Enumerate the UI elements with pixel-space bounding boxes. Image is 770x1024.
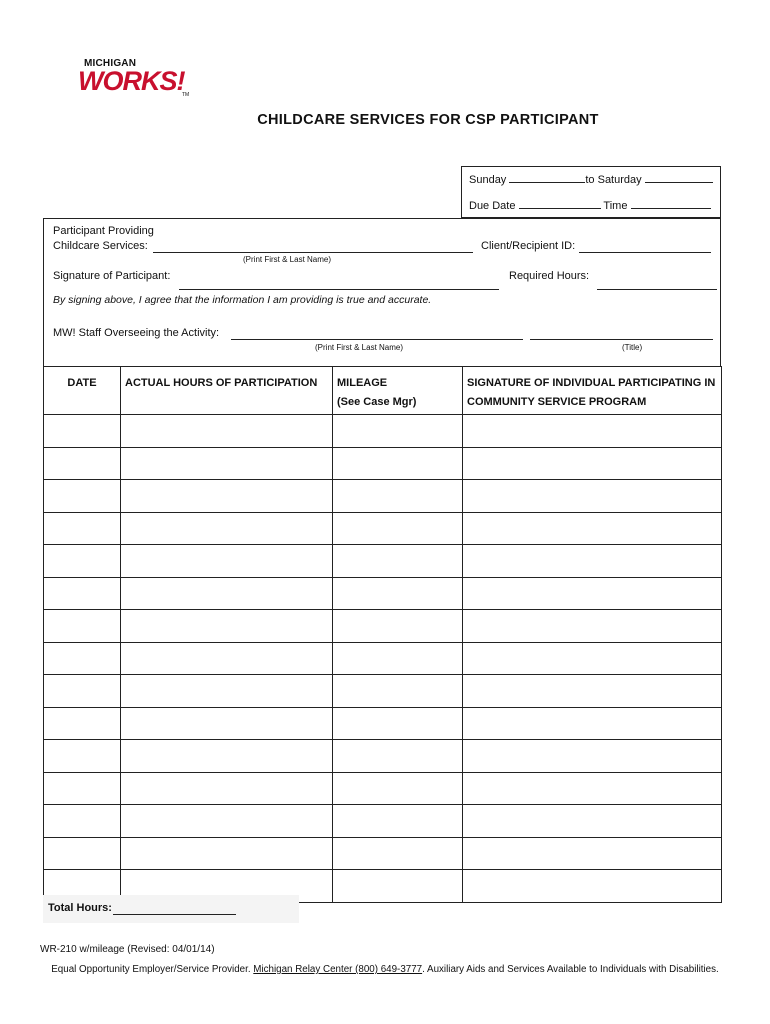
table-row bbox=[44, 772, 722, 805]
mileage-cell[interactable] bbox=[333, 577, 463, 610]
relay-center-link[interactable]: Michigan Relay Center (800) 649-3777 bbox=[253, 964, 423, 975]
logo-trademark: TM bbox=[182, 92, 190, 98]
hours-cell[interactable] bbox=[121, 740, 333, 773]
table-row bbox=[44, 480, 722, 513]
week-range-line bbox=[469, 174, 713, 186]
participant-signature-field[interactable] bbox=[179, 289, 499, 290]
staff-name-field[interactable] bbox=[231, 339, 523, 340]
footer-prefix: Equal Opportunity Employer/Service Provider. bbox=[51, 964, 251, 975]
client-id-label: Client/Recipient ID: bbox=[481, 240, 576, 252]
form-revision-id: WR-210 w/mileage (Revised: 04/01/14) bbox=[40, 944, 215, 955]
date-range-box bbox=[461, 166, 721, 218]
childcare-services-label: Childcare Services: bbox=[53, 240, 148, 252]
total-hours-field[interactable] bbox=[113, 914, 236, 915]
mileage-cell[interactable] bbox=[333, 480, 463, 513]
signature-cell[interactable] bbox=[463, 610, 722, 643]
table-row bbox=[44, 447, 722, 480]
hours-cell[interactable] bbox=[121, 480, 333, 513]
signature-column-header: SIGNATURE OF INDIVIDUAL PARTICIPATING IN COMMUNITY SERVICE PROGRAM bbox=[463, 367, 722, 415]
staff-overseeing-label: MW! Staff Overseeing the Activity: bbox=[53, 327, 220, 339]
due-date-field[interactable] bbox=[519, 208, 601, 209]
signature-cell[interactable] bbox=[463, 512, 722, 545]
table-row bbox=[44, 707, 722, 740]
date-cell[interactable] bbox=[44, 675, 121, 708]
sunday-label: Sunday bbox=[469, 174, 507, 186]
footer-disclaimer bbox=[0, 964, 770, 975]
date-cell[interactable] bbox=[44, 707, 121, 740]
hours-cell[interactable] bbox=[121, 642, 333, 675]
date-cell[interactable] bbox=[44, 642, 121, 675]
date-cell[interactable] bbox=[44, 480, 121, 513]
signature-cell[interactable] bbox=[463, 415, 722, 448]
signature-cell[interactable] bbox=[463, 772, 722, 805]
table-row bbox=[44, 837, 722, 870]
signature-cell[interactable] bbox=[463, 480, 722, 513]
hours-cell[interactable] bbox=[121, 545, 333, 578]
signature-cell[interactable] bbox=[463, 675, 722, 708]
table-row bbox=[44, 415, 722, 448]
hours-cell[interactable] bbox=[121, 837, 333, 870]
date-cell[interactable] bbox=[44, 740, 121, 773]
signature-cell[interactable] bbox=[463, 837, 722, 870]
signature-cell[interactable] bbox=[463, 642, 722, 675]
table-row bbox=[44, 675, 722, 708]
saturday-field[interactable] bbox=[645, 182, 713, 183]
hours-cell[interactable] bbox=[121, 415, 333, 448]
table-row bbox=[44, 805, 722, 838]
hours-cell[interactable] bbox=[121, 675, 333, 708]
mileage-cell[interactable] bbox=[333, 740, 463, 773]
hours-column-header: ACTUAL HOURS OF PARTICIPATION bbox=[121, 367, 333, 415]
to-saturday-label: to Saturday bbox=[585, 174, 642, 186]
mileage-cell[interactable] bbox=[333, 545, 463, 578]
client-id-field[interactable] bbox=[579, 252, 711, 253]
staff-title-hint: (Title) bbox=[622, 343, 643, 352]
signature-cell[interactable] bbox=[463, 447, 722, 480]
logo-works-text: WORKS! bbox=[78, 66, 185, 96]
mileage-cell[interactable] bbox=[333, 805, 463, 838]
mileage-cell[interactable] bbox=[333, 610, 463, 643]
signature-label: Signature of Participant: bbox=[53, 270, 171, 282]
hours-cell[interactable] bbox=[121, 707, 333, 740]
due-date-label: Due Date bbox=[469, 200, 516, 212]
signature-cell[interactable] bbox=[463, 545, 722, 578]
date-cell[interactable] bbox=[44, 610, 121, 643]
mileage-cell[interactable] bbox=[333, 415, 463, 448]
mileage-cell[interactable] bbox=[333, 707, 463, 740]
mileage-cell[interactable] bbox=[333, 870, 463, 903]
mileage-cell[interactable] bbox=[333, 837, 463, 870]
hours-cell[interactable] bbox=[121, 447, 333, 480]
date-cell[interactable] bbox=[44, 805, 121, 838]
mileage-cell[interactable] bbox=[333, 772, 463, 805]
date-cell[interactable] bbox=[44, 512, 121, 545]
table-header-row bbox=[44, 367, 722, 415]
agreement-statement: By signing above, I agree that the information I am providing is true and accurate. bbox=[53, 294, 432, 306]
table-row bbox=[44, 545, 722, 578]
hours-cell[interactable] bbox=[121, 512, 333, 545]
time-label: Time bbox=[603, 200, 628, 212]
sunday-field[interactable] bbox=[509, 182, 585, 183]
signature-cell[interactable] bbox=[463, 805, 722, 838]
staff-title-field[interactable] bbox=[530, 339, 713, 340]
mileage-column-header: MILEAGE (See Case Mgr) bbox=[333, 367, 463, 415]
mileage-cell[interactable] bbox=[333, 642, 463, 675]
michigan-works-logo bbox=[78, 56, 198, 106]
table-row bbox=[44, 740, 722, 773]
table-row bbox=[44, 610, 722, 643]
participant-info-box bbox=[43, 218, 721, 366]
mileage-cell[interactable] bbox=[333, 447, 463, 480]
staff-name-hint: (Print First & Last Name) bbox=[315, 343, 404, 352]
hours-cell[interactable] bbox=[121, 805, 333, 838]
mileage-cell[interactable] bbox=[333, 675, 463, 708]
required-hours-label: Required Hours: bbox=[509, 270, 590, 282]
due-date-line bbox=[469, 200, 711, 212]
signature-cell[interactable] bbox=[463, 707, 722, 740]
logo-michigan-text: MICHIGAN bbox=[84, 58, 137, 69]
participation-log-table bbox=[43, 366, 722, 903]
footer-suffix: . Auxiliary Aids and Services Available to Individuals with Disabilities. bbox=[422, 964, 719, 975]
hours-cell[interactable] bbox=[121, 610, 333, 643]
participant-name-hint: (Print First & Last Name) bbox=[243, 255, 332, 264]
required-hours-field[interactable] bbox=[597, 289, 717, 290]
total-hours-label: Total Hours: bbox=[48, 902, 112, 914]
date-cell[interactable] bbox=[44, 837, 121, 870]
mileage-cell[interactable] bbox=[333, 512, 463, 545]
participant-providing-label: Participant Providing bbox=[53, 225, 154, 237]
signature-cell[interactable] bbox=[463, 577, 722, 610]
table-row bbox=[44, 642, 722, 675]
date-column-header: DATE bbox=[44, 367, 121, 415]
page-title: CHILDCARE SERVICES FOR CSP PARTICIPANT bbox=[257, 112, 599, 128]
table-row bbox=[44, 512, 722, 545]
participant-name-field[interactable] bbox=[153, 252, 473, 253]
table-row bbox=[44, 577, 722, 610]
hours-cell[interactable] bbox=[121, 772, 333, 805]
date-cell[interactable] bbox=[44, 447, 121, 480]
hours-cell[interactable] bbox=[121, 577, 333, 610]
date-cell[interactable] bbox=[44, 772, 121, 805]
signature-cell[interactable] bbox=[463, 870, 722, 903]
signature-cell[interactable] bbox=[463, 740, 722, 773]
date-cell[interactable] bbox=[44, 577, 121, 610]
time-field[interactable] bbox=[631, 208, 711, 209]
date-cell[interactable] bbox=[44, 545, 121, 578]
date-cell[interactable] bbox=[44, 415, 121, 448]
